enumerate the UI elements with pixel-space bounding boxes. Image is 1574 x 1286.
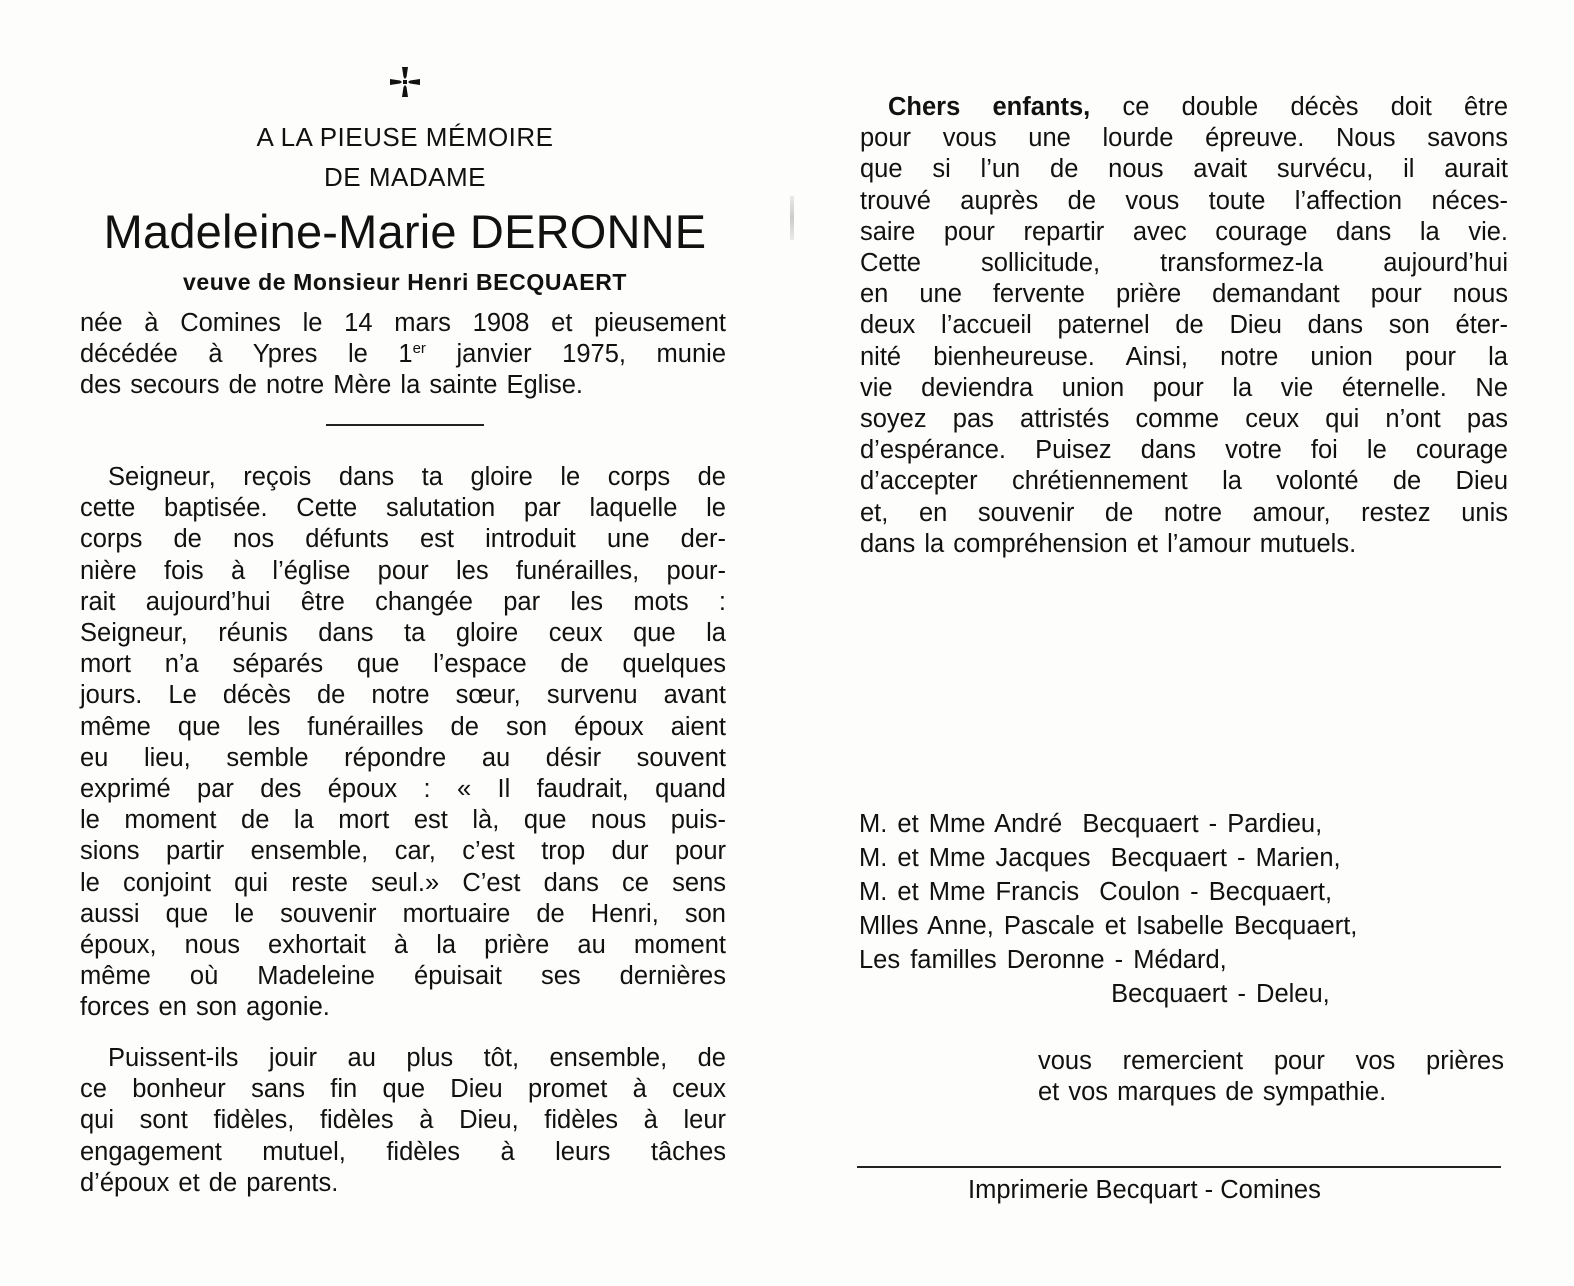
family-member-line: Mlles Anne, Pascale et Isabelle Becquaert, — [859, 912, 1358, 940]
printer-credit: Imprimerie Becquart - Comines — [968, 1176, 1321, 1204]
text-line: corps de nos défunts est introduit une der- — [80, 525, 726, 554]
text-line: vie deviendra union pour la vie éternelle. Ne — [860, 373, 1508, 402]
family-member-line: Les familles Deronne - Médard, — [859, 946, 1227, 974]
opening-salutation: Chers enfants, — [888, 93, 1091, 121]
deceased-name: Madeleine-Marie DERONNE — [103, 205, 707, 258]
footer-rule — [857, 1166, 1501, 1168]
text-line: et, en souvenir de notre amour, restez unis — [860, 498, 1508, 527]
thanks-line: et vos marques de sympathie. — [1038, 1078, 1387, 1107]
text-line: même que les funérailles de son époux aient — [80, 712, 726, 741]
text-line: eu lieu, semble répondre au désir souvent — [80, 743, 726, 772]
heading-line-1: A LA PIEUSE MÉMOIRE — [256, 122, 554, 152]
paragraph-prayer — [80, 462, 726, 1024]
text-line: ce bonheur sans fin que Dieu promet à ceux — [80, 1075, 726, 1104]
text-line: sions partir ensemble, car, c’est trop dur pour — [80, 837, 726, 866]
thanks-block — [1038, 1046, 1504, 1108]
text-line: Puissent-ils jouir au plus tôt, ensemble, de — [108, 1044, 726, 1072]
text-line: Seigneur, reçois dans ta gloire le corps de — [108, 463, 726, 491]
text-line: nité bienheureuse. Ainsi, notre union pour la — [860, 342, 1508, 371]
paragraph-blessing — [80, 1043, 726, 1199]
text-line: que si l’un de nous avait survécu, il aurait — [860, 155, 1508, 184]
right-page — [787, 0, 1574, 1286]
cross-icon — [389, 66, 421, 98]
text-line: trouvé auprès de vous toute l’affection néces- — [860, 186, 1508, 215]
text-line: d’époux et de parents. — [80, 1168, 339, 1197]
text-line: qui sont fidèles, fidèles à Dieu, fidèles à leur — [80, 1106, 726, 1135]
text-line: Seigneur, réunis dans ta gloire ceux que la — [80, 619, 726, 648]
family-member-line: M. et Mme Francis Coulon - Becquaert, — [859, 878, 1333, 906]
paragraph-children — [860, 92, 1508, 560]
death-line: décédée à Ypres le 1er janvier 1975, munie — [80, 340, 726, 369]
text-line: engagement mutuel, fidèles à leurs tâches — [80, 1137, 726, 1166]
text-line: même où Madeleine épuisait ses dernières — [80, 962, 726, 991]
text-line: exprimé par des époux : « Il faudrait, quand — [80, 775, 726, 804]
sacraments-line: des secours de notre Mère la sainte Eglise. — [80, 371, 584, 400]
family-member-line: Becquaert - Deleu, — [859, 980, 1330, 1008]
text-line: le moment de la mort est là, que nous puis- — [80, 806, 726, 835]
text-line: jours. Le décès de notre sœur, survenu avant — [80, 681, 726, 710]
text-line — [860, 92, 1508, 123]
text-line: Cette sollicitude, transformez-la aujourd’hui — [860, 249, 1508, 278]
text-line: mort n’a séparés que l’espace de quelques — [80, 650, 726, 679]
text-line: aussi que le souvenir mortuaire de Henri, son — [80, 899, 726, 928]
text-line: nière fois à l’église pour les funérailles, pour- — [80, 556, 726, 585]
divider — [326, 424, 484, 426]
text-line: soyez pas attristés comme ceux qui n’ont pas — [860, 405, 1508, 434]
widow-of: veuve de Monsieur Henri BECQUAERT — [182, 269, 628, 295]
text-line: saire pour repartir avec courage dans la vie. — [860, 217, 1508, 246]
text-line: rait aujourd’hui être changée par les mots : — [80, 587, 726, 616]
text-line: deux l’accueil paternel de Dieu dans son éter- — [860, 311, 1508, 340]
text-line: d’espérance. Puisez dans votre foi le courage — [860, 436, 1508, 465]
text-line: forces en son agonie. — [80, 993, 330, 1022]
text-line: dans la compréhension et l’amour mutuels. — [860, 529, 1357, 558]
birth-death-block — [80, 308, 726, 402]
heading-line-2: DE MADAME — [324, 162, 486, 192]
family-member-line: M. et Mme Jacques Becquaert - Marien, — [859, 844, 1341, 872]
text-line: époux, nous exhortait à la prière au moment — [80, 931, 726, 960]
family-member-line: M. et Mme André Becquaert - Pardieu, — [859, 810, 1323, 838]
text-line: en une fervente prière demandant pour nous — [860, 280, 1508, 309]
text-line: pour vous une lourde épreuve. Nous savons — [860, 124, 1508, 153]
birth-line: née à Comines le 14 mars 1908 et pieusement — [80, 309, 726, 337]
text-line: le conjoint qui reste seul.» C’est dans ce sens — [80, 868, 726, 897]
text-line: d’accepter chrétiennement la volonté de Dieu — [860, 467, 1508, 496]
thanks-line: vous remercient pour vos prières — [1038, 1047, 1504, 1075]
text-fragment: ce double décès doit être — [1090, 93, 1509, 121]
text-line: cette baptisée. Cette salutation par laquelle le — [80, 494, 726, 523]
family-list — [859, 807, 1357, 1011]
